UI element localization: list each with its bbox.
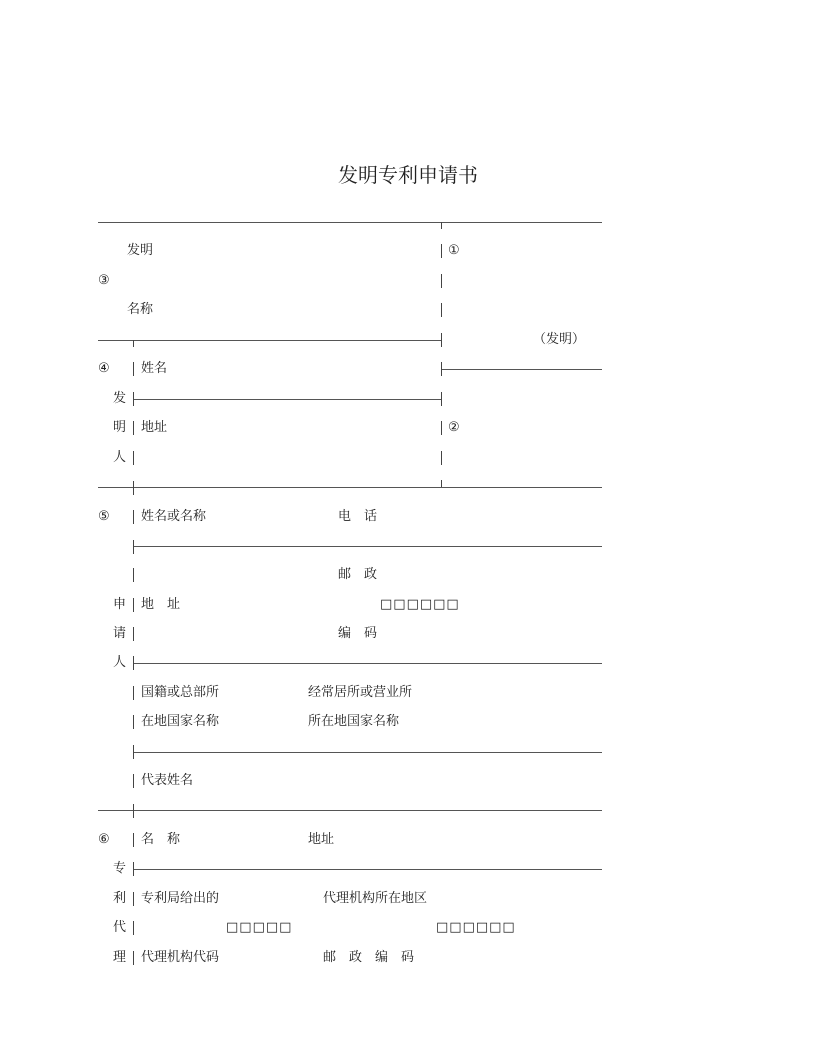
divider [133,421,134,435]
rule [98,487,602,488]
divider [133,686,134,700]
rule [133,663,602,664]
rule [133,752,602,753]
applicant-side-label: 请 [113,626,127,641]
rule [133,869,602,870]
divider [441,362,442,376]
applicant-residence-label-1: 经常居所或营业所 [308,685,413,700]
divider [441,333,442,347]
applicant-representative-label: 代表姓名 [141,773,194,788]
applicant-nationality-label-2: 在地国家名称 [141,714,220,729]
divider [133,745,134,759]
agency-code-boxes[interactable]: □□□□□ [226,920,293,935]
divider [441,303,442,317]
divider [133,627,134,641]
divider [441,244,442,258]
divider [133,804,134,818]
divider [133,862,134,876]
agency-side-label: 专 [113,861,127,876]
applicant-postal-label-1: 邮 政 [338,567,378,582]
applicant-phone-label: 电 话 [338,509,378,524]
rule [98,340,441,341]
agency-code-label-1: 专利局给出的 [141,891,220,906]
rule [133,546,602,547]
section-number-6: ⑥ [98,832,110,847]
rule [441,369,602,370]
page-title: 发明专利申请书 [338,163,478,187]
agency-side-label: 理 [113,950,127,965]
divider [133,451,134,465]
divider [133,892,134,906]
rule [133,399,441,400]
divider [133,340,134,347]
inventor-side-label: 明 [113,420,127,435]
divider [133,921,134,935]
inventor-side-label: 发 [113,391,127,406]
applicant-postal-label-2: 编 码 [338,626,378,641]
rule [98,810,602,811]
divider [133,774,134,788]
agency-name-label: 名 称 [141,832,181,847]
divider [441,480,442,487]
applicant-name-label: 姓名或名称 [141,509,207,524]
divider [133,598,134,612]
divider [133,392,134,406]
rule [98,222,602,223]
applicant-side-label: 申 [113,597,127,612]
divider [133,833,134,847]
divider [441,421,442,435]
divider [133,540,134,554]
divider [441,274,442,288]
divider [441,392,442,406]
agency-side-label: 代 [113,920,127,935]
inventor-name-label: 姓名 [141,361,168,376]
inventor-side-label: 人 [113,450,127,465]
divider [133,568,134,582]
applicant-residence-label-2: 所在地国家名称 [308,714,400,729]
applicant-side-label: 人 [113,655,127,670]
divider [441,451,442,465]
divider [133,656,134,670]
divider [133,362,134,376]
applicant-nationality-label-1: 国籍或总部所 [141,685,220,700]
agency-code-label-2: 代理机构代码 [141,950,220,965]
divider [133,510,134,524]
agency-postal-code-boxes[interactable]: □□□□□□ [436,920,516,935]
divider [133,951,134,965]
section-number-2: ② [448,420,460,435]
section-number-3: ③ [98,273,110,288]
section-number-4: ④ [98,361,110,376]
section-number-5: ⑤ [98,509,110,524]
divider [441,222,442,229]
applicant-postal-code-boxes[interactable]: □□□□□□ [380,597,460,612]
invention-label-1: 发明 [127,243,154,258]
agency-postal-label: 邮 政 编 码 [323,950,415,965]
agency-side-label: 利 [113,891,127,906]
divider [133,715,134,729]
invention-type-note: （发明） [533,332,586,347]
invention-label-2: 名称 [127,302,154,317]
section-number-1: ① [448,243,460,258]
divider [133,481,134,495]
applicant-address-label: 地 址 [141,597,181,612]
agency-region-label: 代理机构所在地区 [323,891,428,906]
inventor-address-label: 地址 [141,420,168,435]
agency-address-label: 地址 [308,832,335,847]
